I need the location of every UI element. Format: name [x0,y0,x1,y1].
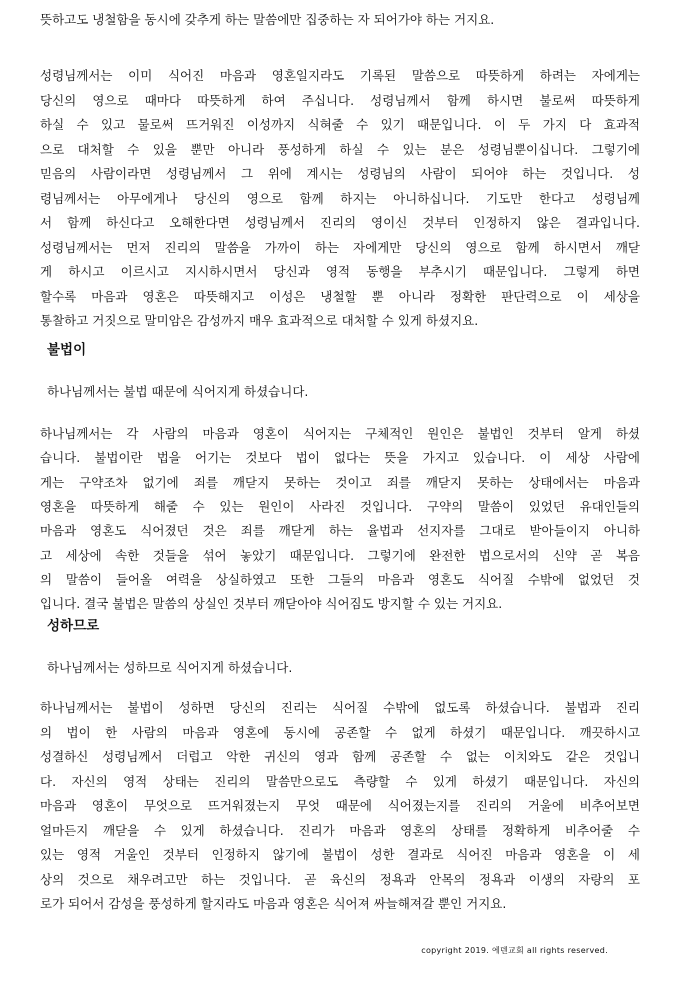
paragraph-line: 으로 대처할 수 있을 뿐만 아니라 풍성하게 하실 수 있는 분은 성령님뿐이십니다. 그렇기에 [40,141,640,157]
paragraph-line: 마음과 영혼도 식어졌던 것은 죄를 깨닫게 하는 율법과 선지자를 그대로 받아들이지 아니하 [40,523,640,539]
paragraph-line: 얼마든지 깨닫을 수 있게 하셨습니다. 진리가 마음과 영혼의 상태를 정확하게 비추어줄 수 [40,822,640,838]
paragraph-line: 하실 수 있고 물로써 뜨거워진 이성까지 식혀줄 수 있기 때문입니다. 이 두 가지 다 효과적 [40,117,640,132]
paragraph-line: 영혼을 따뜻하게 해줄 수 있는 원인이 사라진 것입니다. 구약의 말씀이 있었던 유대인들의 [40,498,640,514]
copyright-footer: copyright 2019. 에덴교회 all rights reserved. [421,946,608,955]
section-intro: 하나님께서는 성하므로 식어지게 하셨습니다. [47,660,293,675]
paragraph-line: 게는 구약조차 없기에 죄를 깨닫지 못하는 것이고 죄를 깨닫지 못하는 상태에서는 마음과 [40,474,640,490]
paragraph-line: 입니다. 결국 불법은 말씀의 상실인 것부터 깨닫아야 식어짐도 방지할 수 있는 거지요. [40,596,503,612]
paragraph-line: 서 함께 하신다고 오해한다면 성령님께서 진리의 영이신 것부터 인정하지 않은 결과입니다. [40,215,640,230]
paragraph-line: 하나님께서는 불법이 성하면 당신의 진리는 식어질 수밖에 없도록 하셨습니다. 불법과 진리 [40,700,640,715]
paragraph-line: 령님께서는 아무에게나 당신의 영으로 함께 하지는 아니하십니다. 기도만 한다고 성령님께 [40,190,640,206]
paragraph-line: 뜻하고도 냉철함을 동시에 갖추게 하는 말씀에만 집중하는 자 되어가야 하는 거지요. [40,12,495,27]
paragraph-line: 습니다. 불법이란 법을 어기는 것보다 법이 없다는 뜻을 가지고 있습니다. 이 세상 사람에 [40,450,640,466]
section-heading: 불법이 [47,342,87,358]
paragraph-line: 하나님께서는 각 사람의 마음과 영혼이 식어지는 구체적인 원인은 불법인 것부터 알게 하셨 [40,426,640,441]
paragraph-line: 상의 것으로 채우려고만 하는 것입니다. 곧 육신의 정욕과 안목의 정욕과 이생의 자랑의 포 [40,871,640,887]
section-intro: 하나님께서는 불법 때문에 식어지게 하셨습니다. [47,384,309,399]
paragraph-line: 고 세상에 속한 것들을 섞어 놓았기 때문입니다. 그렇기에 완전한 법으로서의 신약 곧 복음 [40,547,640,563]
paragraph-line: 성령님께서는 이미 식어진 마음과 영혼일지라도 기록된 말씀으로 따뜻하게 하려는 자에게는 [40,68,640,83]
section-heading: 성하므로 [47,618,100,634]
document-page [40,0,640,990]
paragraph-line: 마음과 영혼이 무엇으로 뜨거워졌는지 무엇 때문에 식어졌는지를 진리의 거울에 비추어보면 [40,798,640,813]
paragraph-line: 통찰하고 거짓으로 말미암은 감성까지 매우 효과적으로 대처할 수 있게 하셨지요. [40,313,479,328]
paragraph-line: 의 말씀이 들어올 여력을 상실하였고 또한 그들의 마음과 영혼도 식어질 수밖에 없었던 것 [40,571,640,587]
paragraph-line: 로가 되어서 감성을 풍성하게 할지라도 마음과 영혼은 식어져 싸늘해져갈 뿐인 거지요. [40,896,507,911]
paragraph-line: 게 하시고 이르시고 지시하시면서 당신과 영적 동행을 부추시기 때문입니다. 그렇게 하면 [40,264,640,279]
paragraph-line: 당신의 영으로 때마다 따뜻하게 하여 주십니다. 성령님께서 함께 하시면 불로써 따뜻하게 [40,92,640,108]
paragraph-line: 할수록 마음과 영혼은 따뜻해지고 이성은 냉철할 뿐 아니라 정확한 판단력으로 이 세상을 [40,288,640,304]
paragraph-line: 성령님께서는 먼저 진리의 말씀을 가까이 하는 자에게만 당신의 영으로 함께 하시면서 깨닫 [40,239,640,255]
paragraph-line: 있는 영적 거울인 것부터 인정하지 않기에 불법이 성한 결과로 식어진 마음과 영혼을 이 세 [40,847,640,862]
paragraph-line: 의 법이 한 사람의 마음과 영혼에 동시에 공존할 수 없게 하셨기 때문입니다. 깨끗하시고 [40,724,640,740]
paragraph-line: 다. 자신의 영적 상태는 진리의 말씀만으로도 측량할 수 있게 하셨기 때문입니다. 자신의 [40,773,640,789]
paragraph-line: 성결하신 성령님께서 더럽고 악한 귀신의 영과 함께 공존할 수 없는 이치와도 같은 것입니 [40,749,640,764]
paragraph-line: 믿음의 사람이라면 성령님께서 그 위에 계시는 성령님의 사람이 되어야 하는 것입니다. 성 [40,166,640,181]
